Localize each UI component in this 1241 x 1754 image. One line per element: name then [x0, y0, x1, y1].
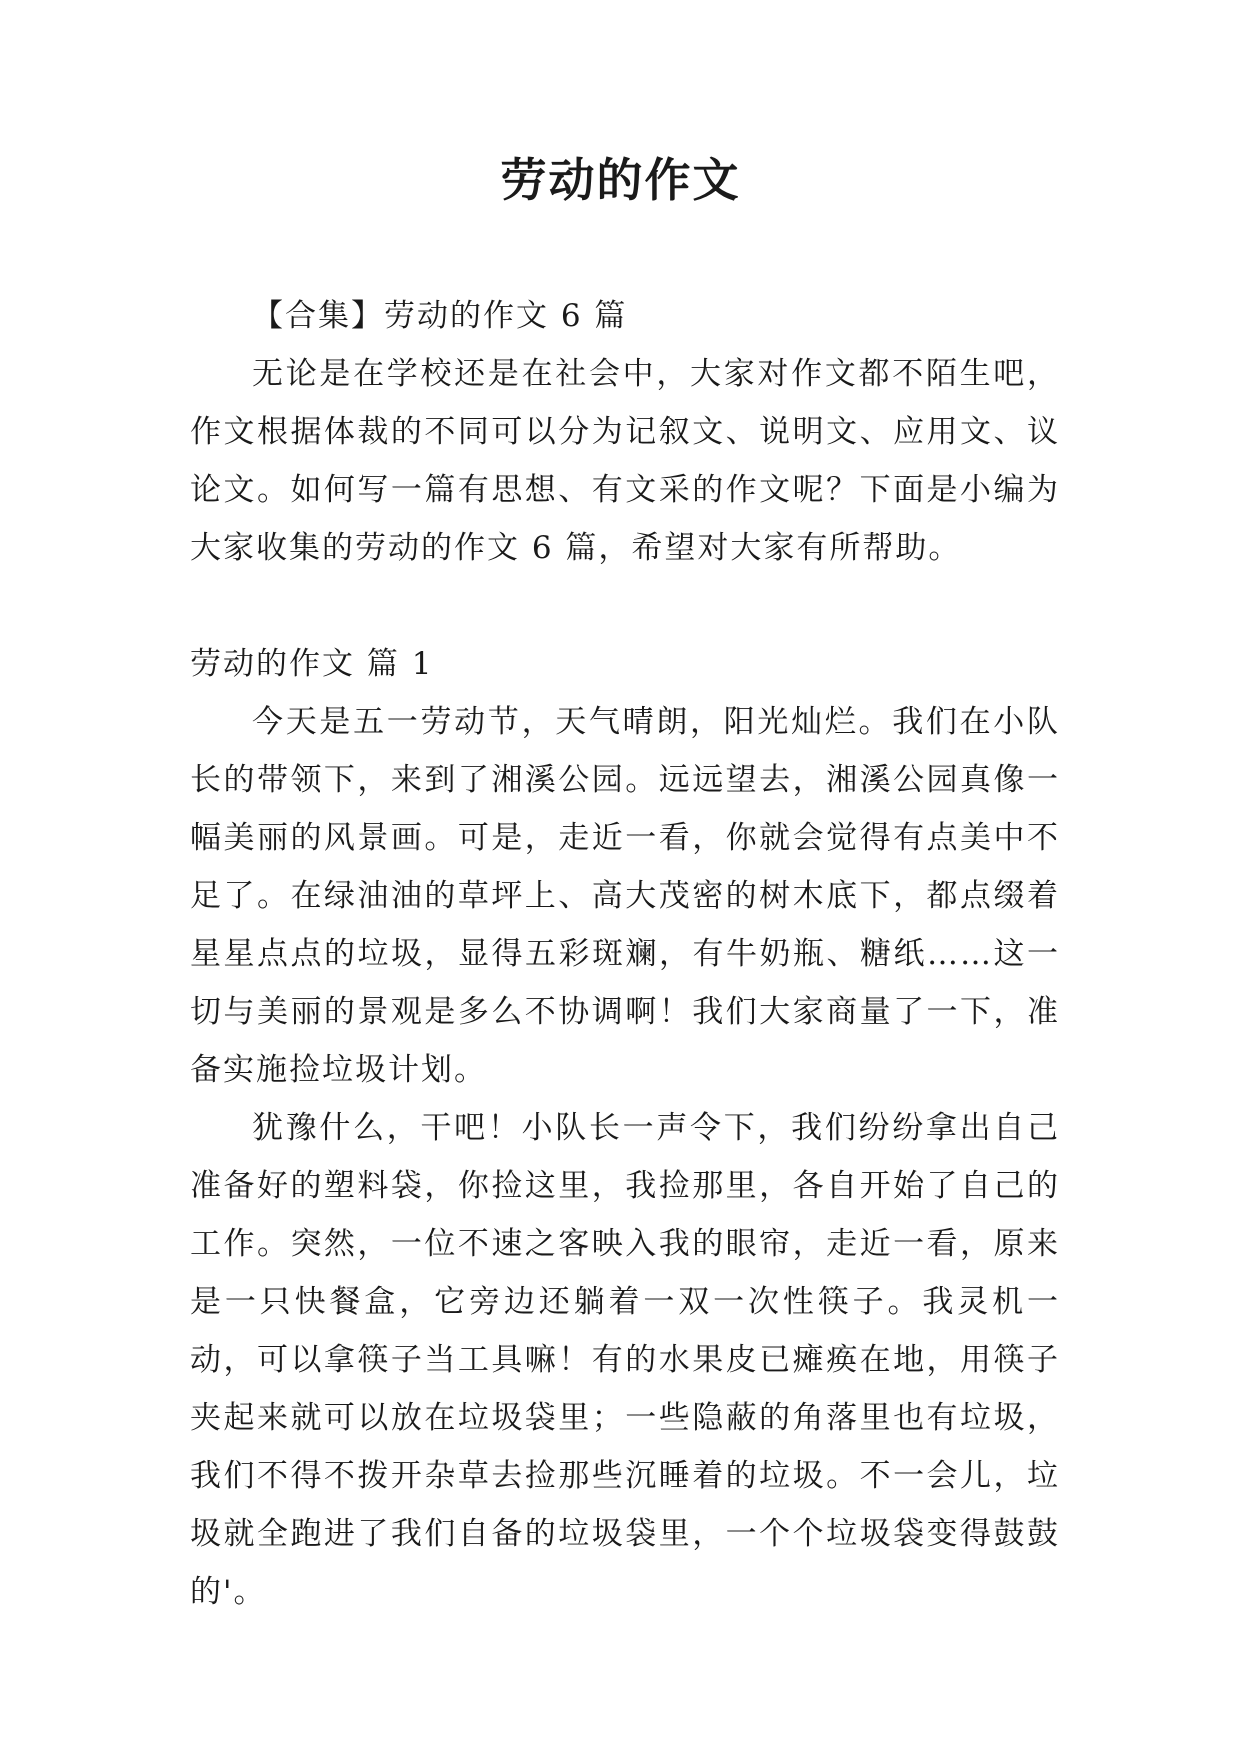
document-body: [190, 287, 1060, 1621]
collection-line: 【合集】劳动的作文 6 篇: [252, 298, 628, 334]
section-heading: 劳动的作文 篇 1: [190, 646, 434, 682]
document-title: 劳动的作文: [500, 153, 741, 207]
body-paragraph-1: 今天是五一劳动节，天气晴朗，阳光灿烂。我们在小队长的带领下，来到了湘溪公园。远远望去，湘溪公园真像一幅美丽的风景画。可是，走近一看，你就会觉得有点美中不足了。在绿油油的草坪上、高大茂密的树木底下，都点缀着星星点点的垃圾，显得五彩斑斓，有牛奶瓶、糖纸……这一切与美丽的景观是多么不协调啊！我们大家商量了一下，准备实施捡垃圾计划。: [190, 704, 1060, 1088]
intro-paragraph: 无论是在学校还是在社会中，大家对作文都不陌生吧，作文根据体裁的不同可以分为记叙文、说明文、应用文、议论文。如何写一篇有思想、有文采的作文呢？下面是小编为大家收集的劳动的作文 6 篇，希望对大家有所帮助。: [190, 356, 1060, 566]
body-paragraph-2: 犹豫什么，干吧！小队长一声令下，我们纷纷拿出自己准备好的塑料袋，你捡这里，我捡那里，各自开始了自己的工作。突然，一位不速之客映入我的眼帘，走近一看，原来是一只快餐盒，它旁边还躺着一双一次性筷子。我灵机一动，可以拿筷子当工具嘛！有的水果皮已瘫痪在地，用筷子夹起来就可以放在垃圾袋里；一些隐蔽的角落里也有垃圾，我们不得不拨开杂草去捡那些沉睡着的垃圾。不一会儿，垃圾就全跑进了我们自备的垃圾袋里，一个个垃圾袋变得鼓鼓的'。: [190, 1110, 1060, 1610]
